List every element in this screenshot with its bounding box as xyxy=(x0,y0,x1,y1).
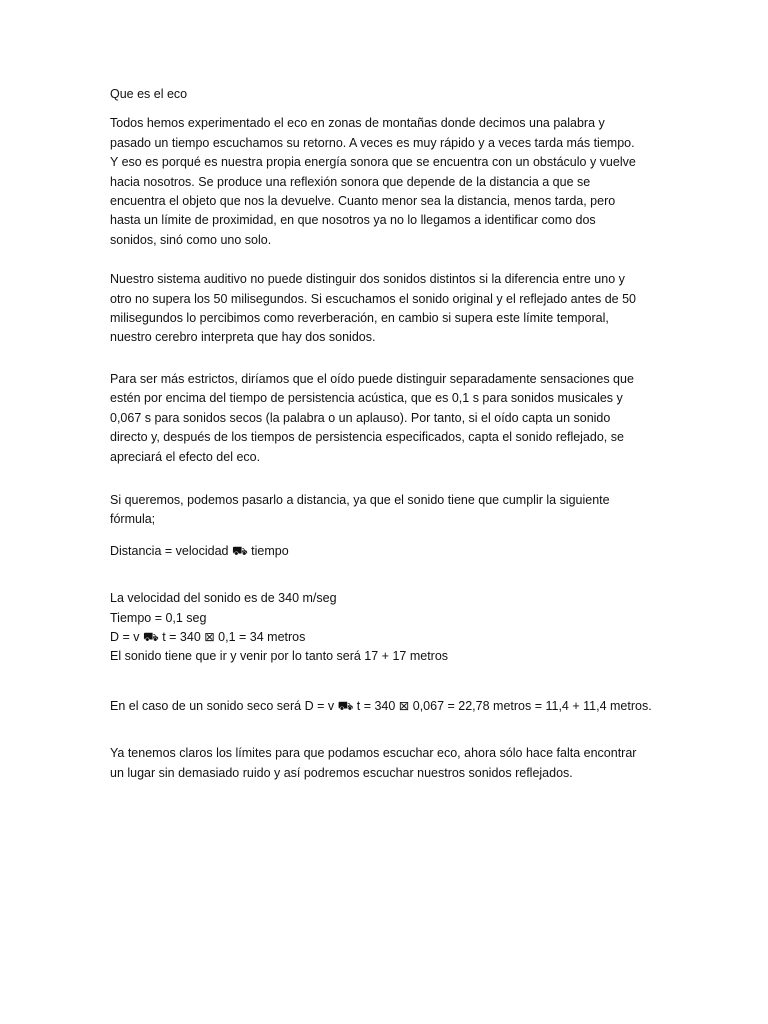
paragraph-line: hacia nosotros. Se produce una reflexión sonora que depende de la distancia a que se xyxy=(110,174,591,189)
calculation-block xyxy=(110,589,670,667)
paragraph-line: Si queremos, podemos pasarlo a distancia, ya que el sonido tiene que cumplir la siguiente xyxy=(110,492,610,507)
paragraph-line: Para ser más estrictos, diríamos que el oído puede distinguir separadamente sensaciones que xyxy=(110,371,634,386)
paragraph-3 xyxy=(110,370,670,467)
paragraph-4 xyxy=(110,491,670,530)
paragraph-line: 0,067 s para sonidos secos (la palabra o un aplauso). Por tanto, si el oído capta un sonido xyxy=(110,410,611,425)
paragraph-1 xyxy=(110,114,670,250)
paragraph-line: Ya tenemos claros los límites para que podamos escuchar eco, ahora sólo hace falta encontrar xyxy=(110,746,637,761)
paragraph-line: hasta un límite de proximidad, en que nosotros ya no lo llegamos a identificar como dos xyxy=(110,213,596,228)
paragraph-line: pasado un tiempo escuchamos su retorno. A veces es muy rápido y a veces tarda más tiempo. xyxy=(110,135,635,150)
paragraph-line: milisegundos lo percibimos como reverberación, en cambio si supera este límite temporal, xyxy=(110,311,609,326)
paragraph-line: apreciará el efecto del eco. xyxy=(110,449,261,464)
paragraph-line: estén por encima del tiempo de persistencia acústica, que es 0,1 s para sonidos musicales y xyxy=(110,391,623,406)
calculation-line: D = v ⛟ t = 340 ⊠ 0,1 = 34 metros xyxy=(110,629,306,644)
paragraph-line: Todos hemos experimentado el eco en zonas de montañas donde decimos una palabra y xyxy=(110,116,605,131)
paragraph-conclusion xyxy=(110,744,670,783)
document-page xyxy=(110,85,670,783)
paragraph-line: un lugar sin demasiado ruido y así podremos escuchar nuestros sonidos reflejados. xyxy=(110,765,573,780)
paragraph-line: encuentra el objeto que nos la devuelve. Cuanto menor sea la distancia, menos tarda, pero xyxy=(110,194,616,209)
paragraph-dry-sound: En el caso de un sonido seco será D = v ⛟ t = 340 ⊠ 0,067 = 22,78 metros = 11,4 + 11,4 metros. xyxy=(110,698,652,713)
paragraph-line: nuestro cerebro interpreta que hay dos sonidos. xyxy=(110,330,376,345)
paragraph-line: fórmula; xyxy=(110,512,156,527)
paragraph-line: Nuestro sistema auditivo no puede distinguir dos sonidos distintos si la diferencia entre uno y xyxy=(110,272,625,287)
calculation-line: El sonido tiene que ir y venir por lo tanto será 17 + 17 metros xyxy=(110,649,449,664)
formula-line: Distancia = velocidad ⛟ tiempo xyxy=(110,543,289,558)
calculation-line: Tiempo = 0,1 seg xyxy=(110,610,207,625)
paragraph-line: sonidos, sinó como uno solo. xyxy=(110,232,272,247)
calculation-line: La velocidad del sonido es de 340 m/seg xyxy=(110,591,337,606)
paragraph-line: directo y, después de los tiempos de persistencia especificados, capta el sonido reflejado, se xyxy=(110,430,624,445)
document-title: Que es el eco xyxy=(110,87,188,101)
paragraph-2 xyxy=(110,270,670,348)
paragraph-line: Y eso es porqué es nuestra propia energía sonora que se encuentra con un obstáculo y vuelve xyxy=(110,155,636,170)
paragraph-line: otro no supera los 50 milisegundos. Si escuchamos el sonido original y el reflejado antes de 50 xyxy=(110,291,637,306)
